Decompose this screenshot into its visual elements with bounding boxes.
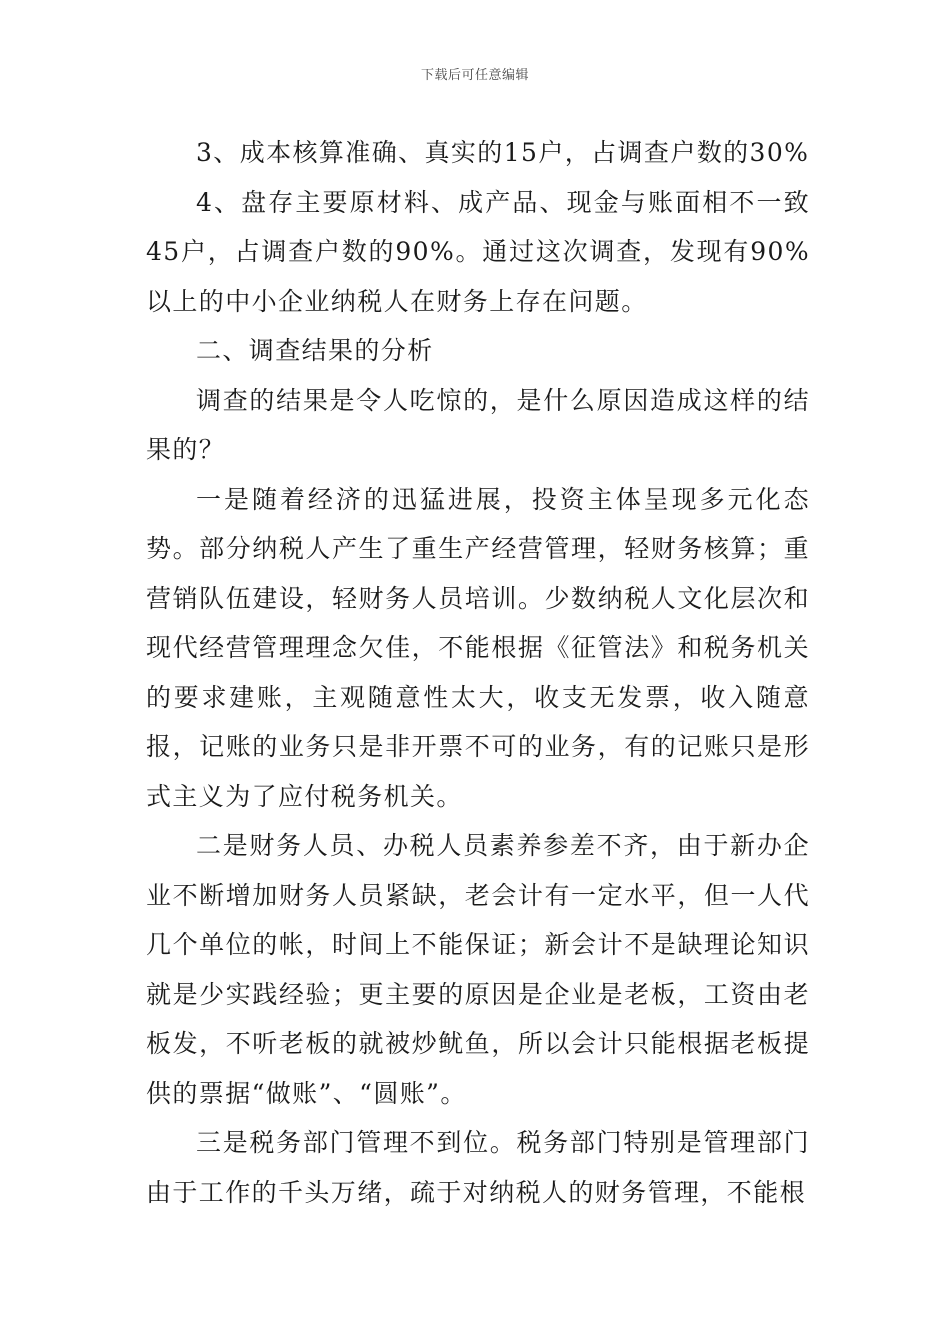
- page-header-note: 下载后可任意编辑: [420, 68, 529, 83]
- paragraph-reason-one: 一是随着经济的迅猛进展，投资主体呈现多元化态势。部分纳税人产生了重生产经营管理，轻财务核算；重营销队伍建设，轻财务人员培训。少数纳税人文化层次和现代经营管理理念欠佳，不能根据《征管法》和税务机关的要求建账，主观随意性太大，收支无发票，收入随意报，记账的业务只是非开票不可的业务，有的记账只是形式主义为了应付税务机关。: [146, 484, 810, 811]
- section-heading-analysis: 二、调查结果的分析: [196, 336, 434, 365]
- paragraph-item-3: 3、成本核算准确、真实的15户，占调查户数的30%: [196, 138, 810, 167]
- document-body: [146, 128, 810, 1217]
- paragraph-reason-two: 二是财务人员、办税人员素养参差不齐，由于新办企业不断增加财务人员紧缺，老会计有一定水平，但一人代几个单位的帐，时间上不能保证；新会计不是缺理论知识就是少实践经验；更主要的原因是企业是老板，工资由老板发，不听老板的就被炒鱿鱼，所以会计只能根据老板提供的票据“做账”、“圆账”。: [146, 831, 810, 1108]
- paragraph-item-4: 4、盘存主要原材料、成产品、现金与账面相不一致45户，占调查户数的90%。通过这次调查，发现有90%以上的中小企业纳税人在财务上存在问题。: [146, 187, 810, 316]
- paragraph-reason-three: 三是税务部门管理不到位。税务部门特别是管理部门由于工作的千头万绪，疏于对纳税人的财务管理，不能根: [146, 1128, 810, 1207]
- paragraph-intro-question: 调查的结果是令人吃惊的，是什么原因造成这样的结果的？: [146, 385, 810, 464]
